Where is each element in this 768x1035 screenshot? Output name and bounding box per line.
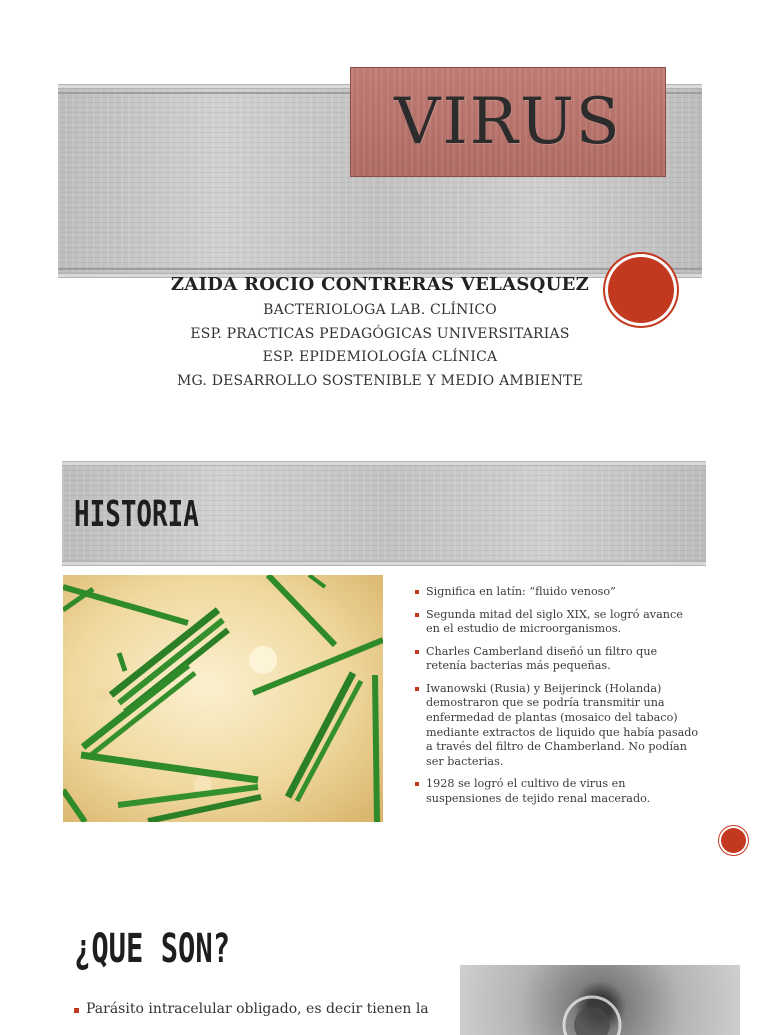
banner-top-edge [62,461,706,466]
list-item: 1928 se logró el cultivo de virus en suspensiones de tejido renal macerado. [414,777,699,806]
credential-line: BACTERIOLOGA LAB. CLÍNICO [263,302,497,318]
author-name: ZAIDA ROCIO CONTRERAS VELASQUEZ [170,274,590,295]
virus-micrograph-image [63,575,383,822]
credential-line: ESP. EPIDEMIOLOGÍA CLÍNICA [262,349,498,365]
que-son-bullet-list [74,1000,454,1020]
list-item: Iwanowski (Rusia) y Beijerinck (Holanda) demostraron que se podría transmitir una enfermedad de plantas (mosaico del tabaco) mediante extractos de liquido que había pasado a través del filtro de Chamberland. No podían ser bacterias. [414,682,699,769]
micrograph-svg [460,965,740,1035]
list-item: Parásito intracelular obligado, es decir tienen la [74,1000,454,1020]
list-item: Segunda mitad del siglo XIX, se logró avance en el estudio de microorganismos. [414,608,699,637]
list-item: Significa en latín: “fluido venoso” [414,585,699,600]
banner-stripe [58,268,702,270]
micrograph-svg [63,575,383,822]
list-item: Charles Camberland diseñó un filtro que retenía bacterias más pequeñas. [414,645,699,674]
section-heading: ¿QUE SON? [74,926,231,972]
decorative-circle-small [721,828,746,853]
credential-line: ESP. PRACTICAS PEDAGÓGICAS UNIVERSITARIAS [190,326,570,342]
credential-line: MG. DESARROLLO SOSTENIBLE Y MEDIO AMBIENTE [176,373,584,389]
title-box [350,67,666,177]
electron-micrograph-image [460,965,740,1035]
slide-title: VIRUS [394,85,622,159]
historia-bullet-list [414,585,699,814]
section-heading: HISTORIA [74,494,199,535]
banner-bottom-edge [62,561,706,566]
